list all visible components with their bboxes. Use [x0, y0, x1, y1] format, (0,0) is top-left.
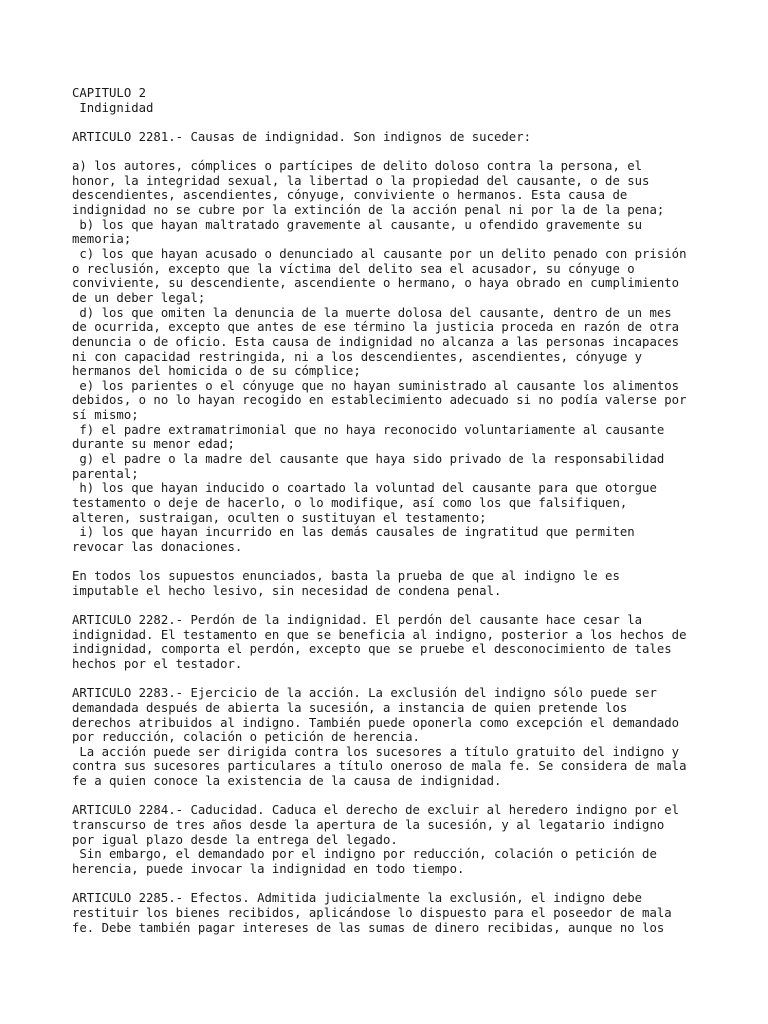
text-line: denuncia o de oficio. Esta causa de indignidad no alcanza a las personas incapaces: [72, 334, 680, 349]
text-line: fe a quien conoce la existencia de la causa de indignidad.: [72, 774, 502, 789]
text-line: g) el padre o la madre del causante que haya sido privado de la responsabilidad: [72, 452, 665, 467]
text-line: ARTICULO 2281.- Causas de indignidad. Son indignos de suceder:: [72, 129, 532, 144]
blank-line: [72, 672, 712, 687]
blank-line: [72, 877, 712, 892]
text-line: descendientes, ascendientes, cónyuge, conviviente o hermanos. Esta causa de: [72, 188, 628, 203]
text-line: o reclusión, excepto que la víctima del delito sea el acusador, su cónyuge o: [72, 261, 635, 276]
text-line: herencia, puede invocar la indignidad en todo tiempo.: [72, 861, 465, 876]
text-line: h) los que hayan inducido o coartado la voluntad del causante para que otorgue: [72, 481, 657, 496]
blank-line: [72, 145, 712, 160]
blank-line: [72, 598, 712, 613]
text-line: durante su menor edad;: [72, 437, 235, 452]
text-line: sí mismo;: [72, 408, 139, 423]
text-line: fe. Debe también pagar intereses de las sumas de dinero recibidas, aunque no los: [72, 920, 665, 935]
text-line: conviviente, su descendiente, ascendiente o hermano, o haya obrado en cumplimiento: [72, 276, 680, 291]
text-line: ARTICULO 2283.- Ejercicio de la acción. La exclusión del indigno sólo puede ser: [72, 686, 657, 701]
text-line: hermanos del homicida o de su cómplice;: [72, 364, 361, 379]
text-line: indignidad. El testamento en que se beneficia al indigno, posterior a los hechos de: [72, 627, 687, 642]
text-line: honor, la integridad sexual, la libertad o la propiedad del causante, o de sus: [72, 173, 650, 188]
text-line: La acción puede ser dirigida contra los sucesores a título gratuito del indigno y: [72, 744, 680, 759]
text-line: restituir los bienes recibidos, aplicándose lo dispuesto para el poseedor de mala: [72, 905, 672, 920]
text-line: Indignidad: [72, 100, 154, 115]
text-line: transcurso de tres años desde la apertura de la sucesión, y al legatario indigno: [72, 818, 665, 833]
text-line: imputable el hecho lesivo, sin necesidad de condena penal.: [72, 583, 502, 598]
text-line: e) los parientes o el cónyuge que no hayan suministrado al causante los alimentos: [72, 378, 680, 393]
text-line: debidos, o no lo hayan recogido en establecimiento adecuado si no podía valerse por: [72, 393, 687, 408]
text-line: contra sus sucesores particulares a título oneroso de mala fe. Se considera de mala: [72, 759, 687, 774]
text-line: parental;: [72, 466, 139, 481]
text-line: por reducción, colación o petición de herencia.: [72, 730, 420, 745]
text-line: memoria;: [72, 232, 132, 247]
text-line: ARTICULO 2282.- Perdón de la indignidad. El perdón del causante hace cesar la: [72, 613, 643, 628]
text-line: ni con capacidad restringida, ni a los descendientes, ascendientes, cónyuge y: [72, 349, 643, 364]
text-line: derechos atribuidos al indigno. También puede oponerla como excepción el demandado: [72, 715, 680, 730]
text-line: CAPITULO 2: [72, 86, 147, 100]
text-line: En todos los supuestos enunciados, basta la prueba de que al indigno le es: [72, 569, 620, 584]
text-line: indignidad, comporta el perdón, excepto que se pruebe el desconocimiento de tales: [72, 642, 672, 657]
text-line: Sin embargo, el demandado por el indigno por reducción, colación o petición de: [72, 847, 657, 862]
text-line: por igual plazo desde la entrega del legado.: [72, 832, 398, 847]
text-line: c) los que hayan acusado o denunciado al causante por un delito penado con prisión: [72, 247, 687, 262]
blank-line: [72, 555, 712, 570]
text-line: b) los que hayan maltratado gravemente al causante, u ofendido gravemente su: [72, 217, 643, 232]
text-line: ARTICULO 2284.- Caducidad. Caduca el derecho de excluir al heredero indigno por el: [72, 803, 680, 818]
text-line: d) los que omiten la denuncia de la muerte dolosa del causante, dentro de un mes: [72, 305, 672, 320]
text-line: de un deber legal;: [72, 290, 206, 305]
text-line: de ocurrida, excepto que antes de ese término la justicia proceda en razón de otra: [72, 320, 680, 335]
text-line: a) los autores, cómplices o partícipes de delito doloso contra la persona, el: [72, 159, 643, 174]
text-line: alteren, sustraigan, oculten o sustituyan el testamento;: [72, 510, 487, 525]
text-line: revocar las donaciones.: [72, 539, 243, 554]
text-line: ARTICULO 2285.- Efectos. Admitida judicialmente la exclusión, el indigno debe: [72, 891, 643, 906]
text-line: hechos por el testador.: [72, 656, 243, 671]
text-line: i) los que hayan incurrido en las demás causales de ingratitud que permiten: [72, 525, 635, 540]
text-line: demandada después de abierta la sucesión, a instancia de quien pretende los: [72, 700, 628, 715]
document-text: [72, 86, 712, 935]
text-line: indignidad no se cubre por la extinción de la acción penal ni por la de la pena;: [72, 203, 665, 218]
blank-line: [72, 115, 712, 130]
text-line: testamento o deje de hacerlo, o lo modifique, así como los que falsifiquen,: [72, 495, 628, 510]
blank-line: [72, 789, 712, 804]
text-line: f) el padre extramatrimonial que no haya reconocido voluntariamente al causante: [72, 422, 665, 437]
